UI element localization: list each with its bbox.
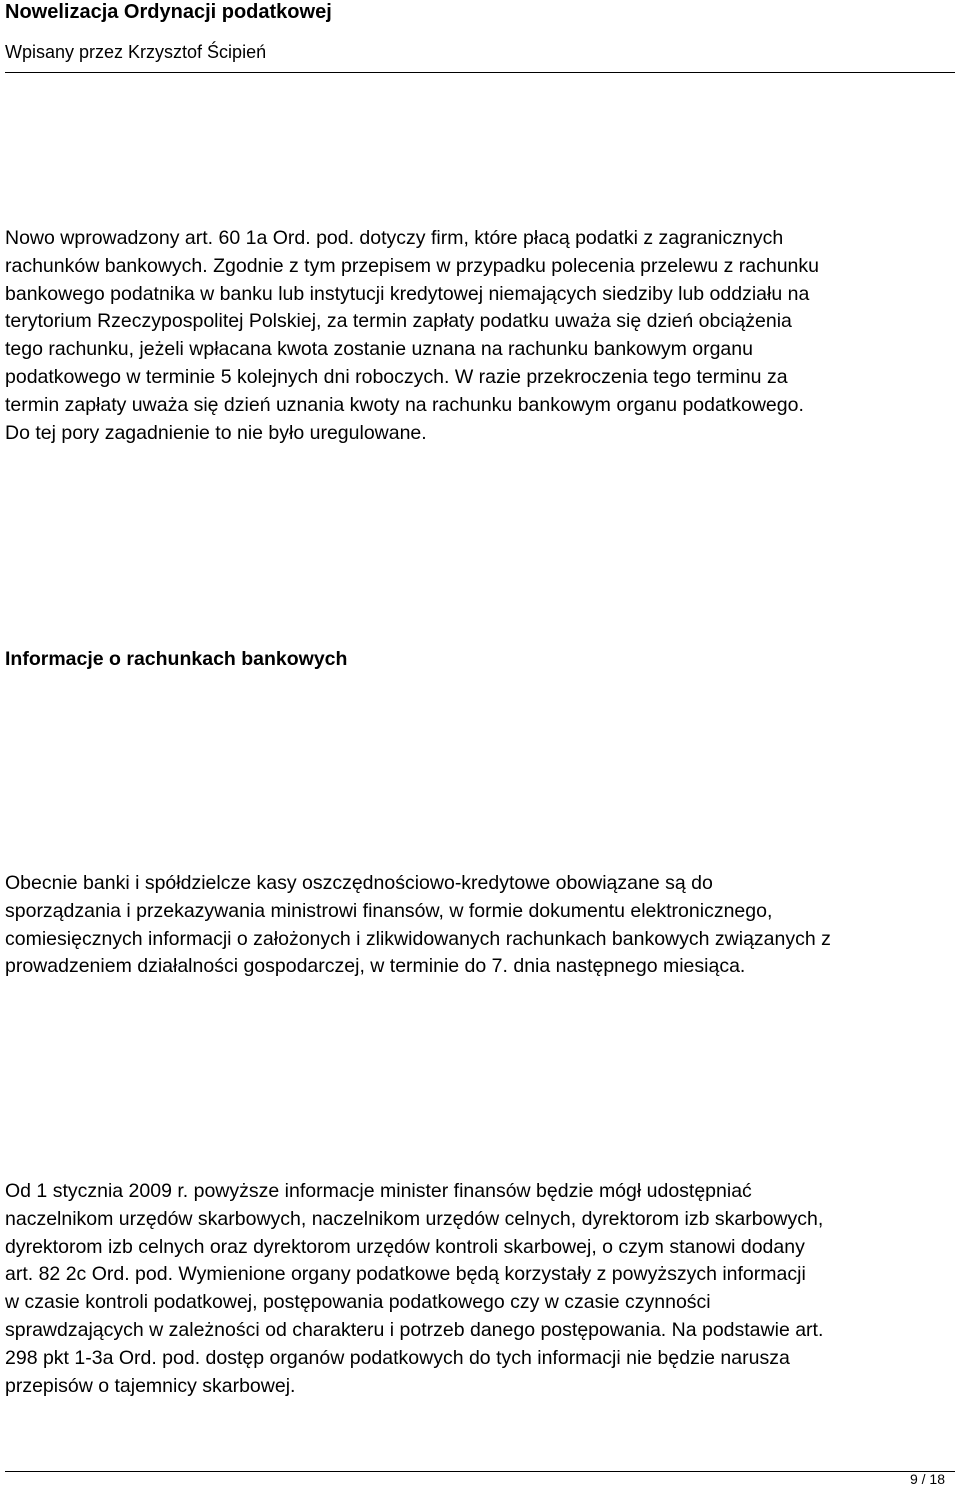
section-heading: Informacje o rachunkach bankowych	[5, 648, 348, 670]
author-line: Wpisany przez Krzysztof Ścipień	[5, 42, 267, 62]
page-number: 9 / 18	[909, 1471, 945, 1487]
header-divider	[5, 72, 955, 73]
paragraph-line: prowadzeniem działalności gospodarczej, w terminie do 7. dnia następnego miesiąca.	[5, 955, 746, 978]
document-title: Nowelizacja Ordynacji podatkowej	[5, 1, 332, 23]
paragraph-line: Do tej pory zagadnienie to nie było uregulowane.	[5, 421, 427, 444]
paragraph-line: termin zapłaty uważa się dzień uznania kwoty na rachunku bankowym organu podatkowego.	[5, 393, 804, 416]
paragraph-line: dyrektorom izb celnych oraz dyrektorom urzędów kontroli skarbowej, o czym stanowi dodany	[5, 1235, 805, 1258]
paragraph-line: Nowo wprowadzony art. 60 1a Ord. pod. dotyczy firm, które płacą podatki z zagranicznych	[5, 227, 784, 249]
paragraph-line: Obecnie banki i spółdzielcze kasy oszczędnościowo-kredytowe obowiązane są do	[5, 872, 713, 894]
paragraph-ordinance-art-60	[5, 225, 955, 447]
paragraph-line: sporządzania i przekazywania ministrowi finansów, w formie dokumentu elektronicznego,	[5, 899, 773, 922]
paragraph-line: w czasie kontroli podatkowej, postępowania podatkowego czy w czasie czynności	[5, 1291, 711, 1314]
paragraph-bank-information	[5, 870, 955, 981]
paragraph-line: 298 pkt 1-3a Ord. pod. dostęp organów podatkowych do tych informacji nie będzie narusza	[5, 1346, 790, 1369]
paragraph-access-2009	[5, 1178, 955, 1400]
paragraph-line: bankowego podatnika w banku lub instytucji kredytowej niemających siedziby lub oddziału na	[5, 282, 810, 305]
paragraph-line: naczelnikom urzędów skarbowych, naczelnikom urzędów celnych, dyrektorom izb skarbowych,	[5, 1207, 824, 1230]
paragraph-line: terytorium Rzeczypospolitej Polskiej, za termin zapłaty podatku uważa się dzień obciążenia	[5, 310, 792, 333]
paragraph-line: Od 1 stycznia 2009 r. powyższe informacje minister finansów będzie mógł udostępniać	[5, 1180, 752, 1202]
paragraph-line: sprawdzających w zależności od charakteru i potrzeb danego postępowania. Na podstawie art.	[5, 1318, 824, 1341]
footer-divider	[5, 1471, 955, 1472]
paragraph-line: przepisów o tajemnicy skarbowej.	[5, 1374, 296, 1397]
paragraph-line: comiesięcznych informacji o założonych i zlikwidowanych rachunkach bankowych związanych z	[5, 927, 831, 950]
paragraph-line: art. 82 2c Ord. pod. Wymienione organy podatkowe będą korzystały z powyższych informacji	[5, 1263, 806, 1286]
paragraph-line: rachunków bankowych. Zgodnie z tym przepisem w przypadku polecenia przelewu z rachunku	[5, 254, 819, 277]
paragraph-line: tego rachunku, jeżeli wpłacana kwota zostanie uznana na rachunku bankowym organu	[5, 338, 753, 361]
paragraph-line: podatkowego w terminie 5 kolejnych dni roboczych. W razie przekroczenia tego terminu za	[5, 365, 788, 388]
